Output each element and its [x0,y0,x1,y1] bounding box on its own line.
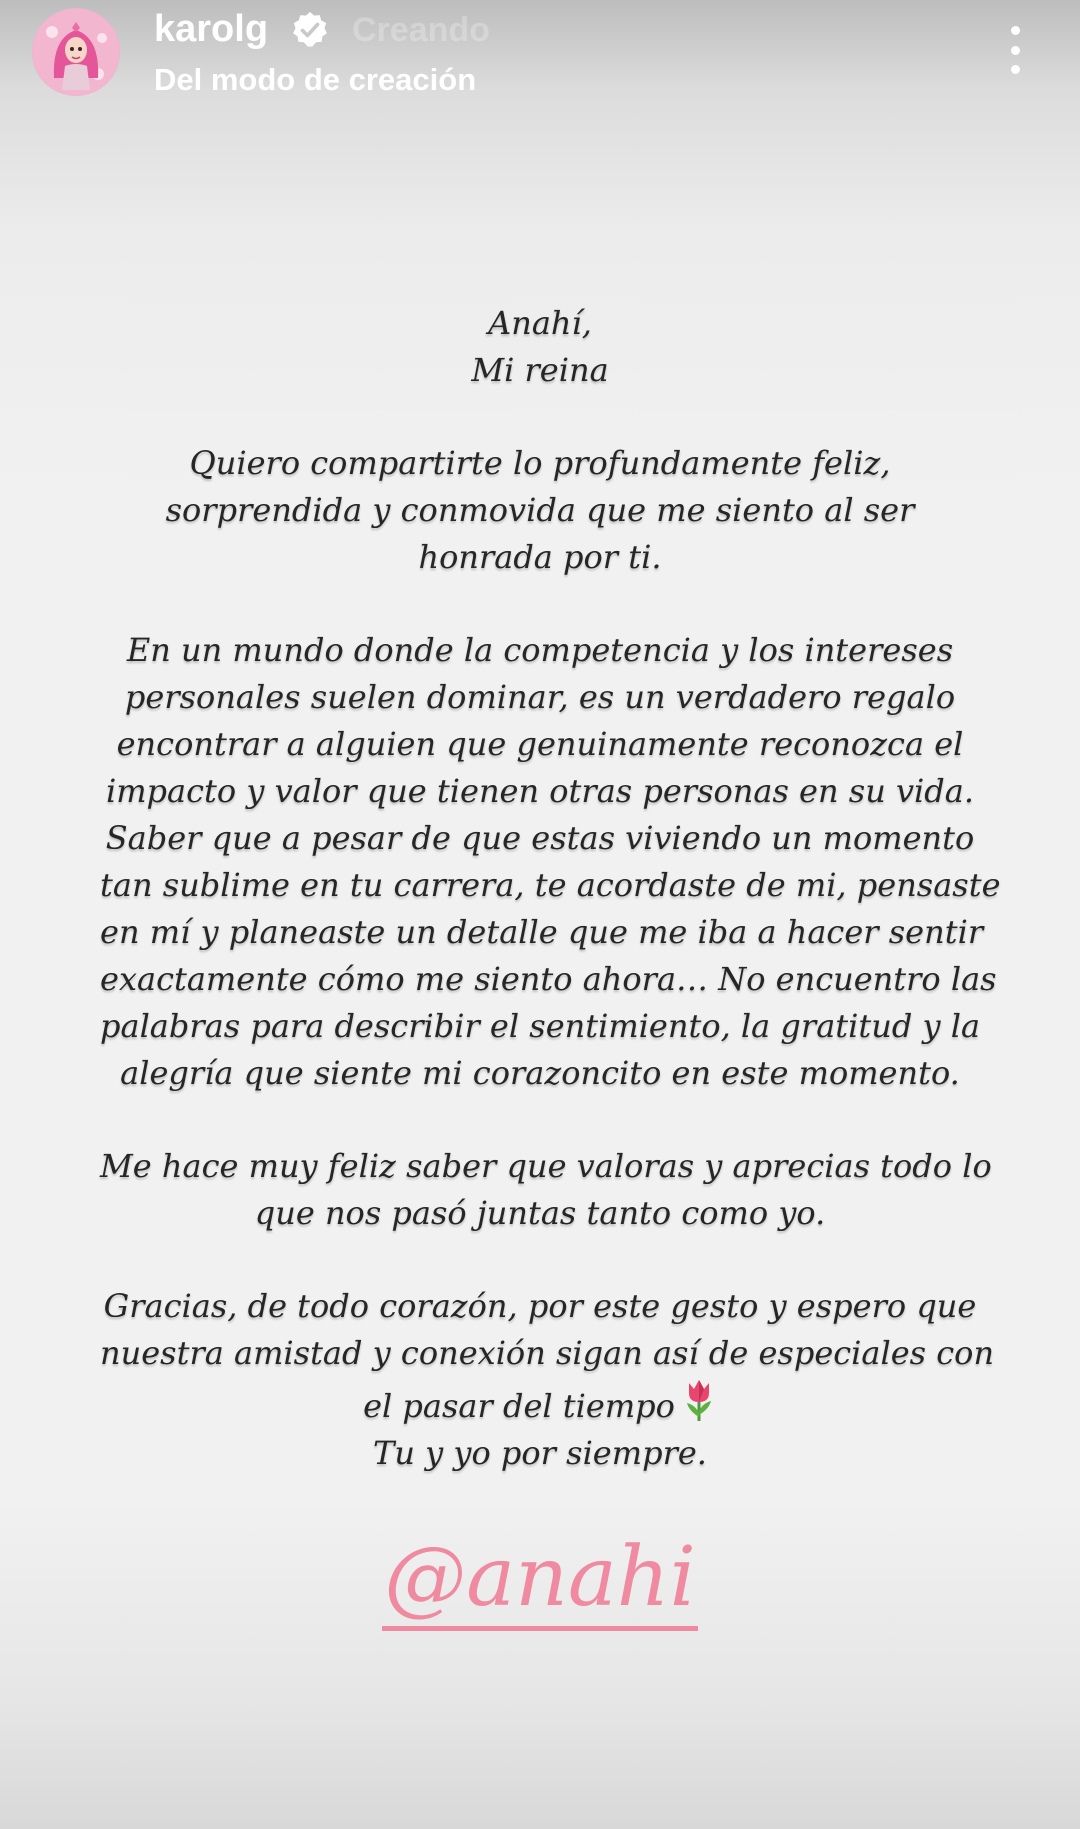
more-options-button[interactable] [998,20,1032,80]
paragraph-line: nuestra amistad y conexión sigan así de especiales con [100,1334,995,1372]
paragraph-line: Gracias, de todo corazón, por este gesto y espero que [103,1287,977,1325]
letter-paragraph-2 [100,627,1001,1097]
letter-paragraph-1 [100,440,980,581]
more-vertical-icon [1011,26,1020,35]
paragraph-line: tan sublime en tu carrera, te acordaste de mi, pensaste [100,866,1001,904]
avatar-illustration [32,8,120,96]
paragraph-line: que nos pasó juntas tanto como yo. [254,1194,826,1232]
paragraph-line: impacto y valor que tienen otras personas en su vida. [105,772,975,810]
paragraph-line: exactamente cómo me siento ahora… No encuentro las [100,960,997,998]
paragraph-line: honrada por ti. [418,538,662,576]
greeting-line: Anahí, [488,304,592,342]
paragraph-line: Me hace muy feliz saber que valoras y aprecias todo lo [100,1147,992,1185]
story-header [0,0,1080,120]
paragraph-line-with-emoji [100,1377,980,1430]
avatar[interactable] [32,8,120,96]
tulip-emoji-icon [681,1377,717,1423]
mention-sticker[interactable] [0,1530,1080,1631]
username[interactable]: karolg [154,8,269,50]
letter-greeting [100,300,980,394]
paragraph-line: Saber que a pesar de que estas viviendo un momento [105,819,975,857]
letter-paragraph-3 [100,1143,992,1237]
mention-link[interactable]: @anahi [382,1530,698,1631]
letter-text [100,300,1001,1477]
paragraph-line-text: el pasar del tiempo [363,1387,675,1425]
more-vertical-icon-dot [1011,65,1020,74]
paragraph-line: encontrar a alguien que genuinamente reconozca el [116,725,964,763]
paragraph-line: Quiero compartirte lo profundamente feliz, [189,444,891,482]
verified-badge-icon [291,11,329,49]
story-subtitle: Del modo de creación [154,62,477,97]
paragraph-line: En un mundo donde la competencia y los intereses [126,631,954,669]
more-vertical-icon-dot [1011,46,1020,55]
faded-header-text: Creando [352,11,490,49]
paragraph-line: palabras para describir el sentimiento, la gratitud y la [100,1007,981,1045]
letter-paragraph-4 [100,1283,995,1477]
paragraph-line: Tu y yo por siempre. [373,1434,707,1472]
paragraph-line: en mí y planeaste un detalle que me iba a hacer sentir [100,913,984,951]
paragraph-line: alegría que siente mi corazoncito en este momento. [120,1054,960,1092]
paragraph-line: personales suelen dominar, es un verdadero regalo [124,678,956,716]
paragraph-line: sorprendida y conmovida que me siento al ser [165,491,915,529]
greeting-line: Mi reina [471,351,609,389]
